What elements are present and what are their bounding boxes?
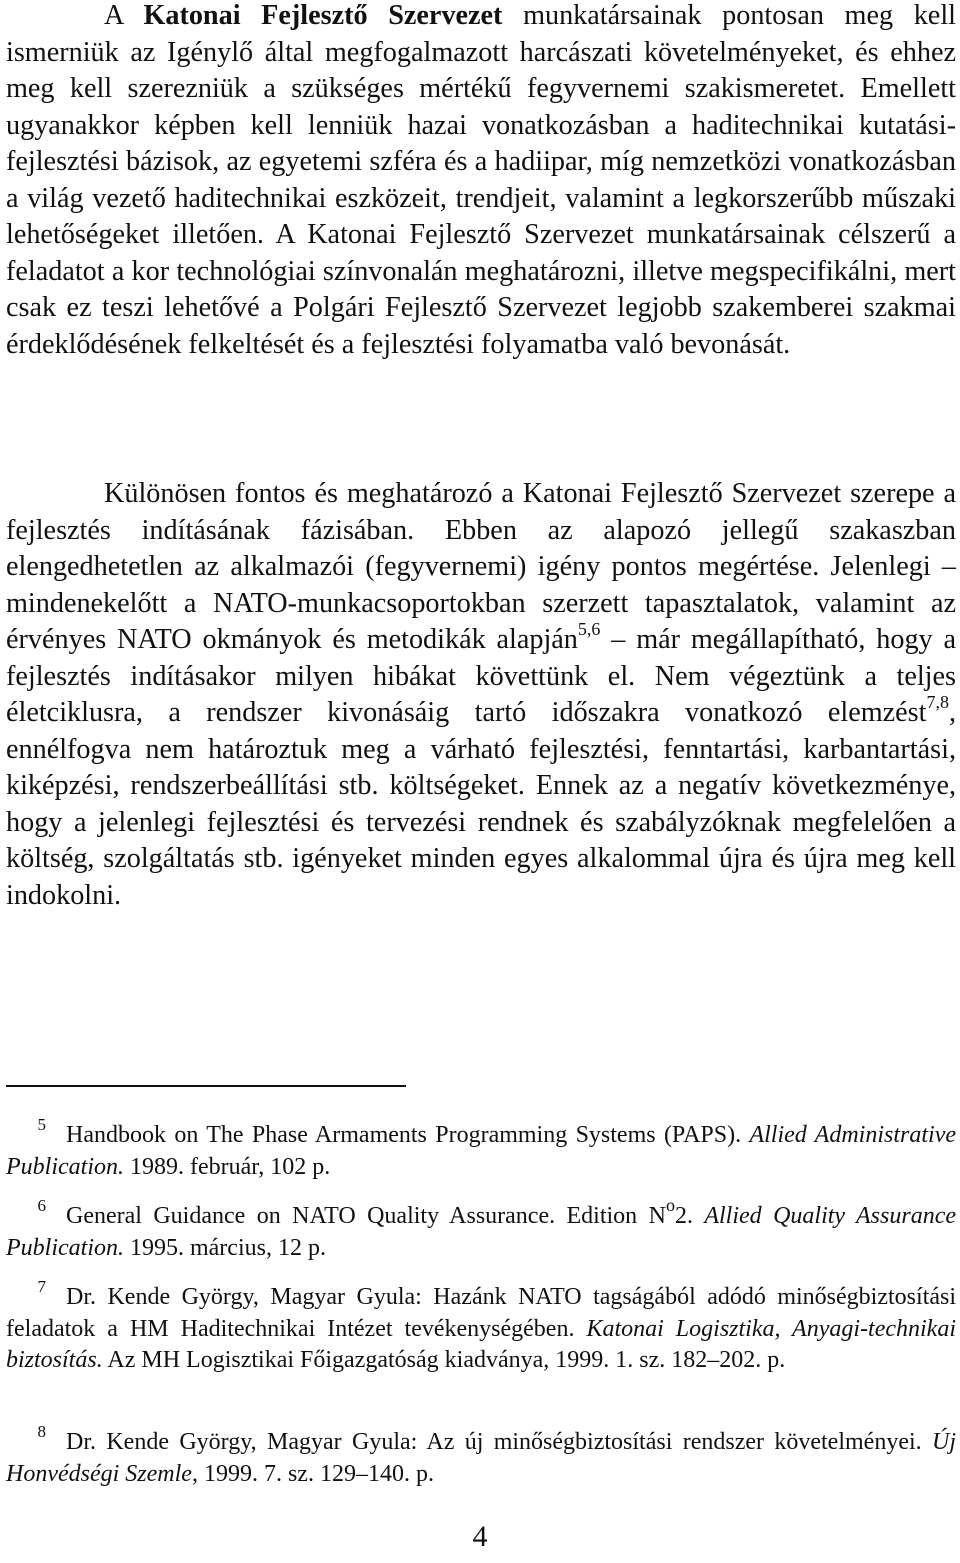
paragraph-1 — [6, 0, 956, 363]
footnote-text-2: 2. — [674, 1203, 705, 1229]
paragraph-2 — [6, 476, 956, 915]
footnote-italic: Új Honvédségi Szemle — [6, 1429, 956, 1487]
footnote-tail: 1989. február, 102 p. — [123, 1153, 331, 1180]
footnote-6 — [6, 1195, 957, 1264]
p2-text-c: , ennélfogva nem határoztuk meg a várható fejlesztési, fenntartási, karbantartási, kiképzési, rendszerbeállítási stb. költségeket. Ennek az a negatív következménye, hogy a jelenlegi fejlesztési és tervezési rendnek és szabályzóknak megfelelően a költség, szolgáltatás stb. igényeket minden egyes alkalommal újra és újra meg kell indokolni. — [6, 697, 956, 912]
footnote-italic: Allied Quality Assurance Publication. — [6, 1203, 957, 1261]
footnote-number: 5 — [37, 1115, 46, 1134]
p1-text: munkatársainak pontosan meg kell ismerniük az Igénylő által megfogalmazott harcászati követelményeket, és ehhez meg kell szerezniük a szükséges mértékű fegyvernemi szakismeretet. Emellett ugyanakkor képben kell lenniük hazai vonatkozásban a haditechnikai kutatási-fejlesztési bázisok, az egyetemi szféra és a hadiipar, míg nemzetközi vonatkozásban a világ vezető haditechnikai eszközeit, trendjeit, valamint a legkorszerűbb műszaki lehetőségeket illetően. A Katonai Fejlesztő Szervezet munkatársainak célszerű a feladatot a kor technológiai színvonalán meghatározni, illetve megspecifikálni, mert csak ez teszi lehetővé a Polgári Fejlesztő Szervezet legjobb szakemberei szakmai érdeklődésének felkeltését és a fejlesztési folyamatba való bevonását. — [6, 0, 956, 360]
p1-bold-term: Katonai Fejlesztő Szervezet — [143, 0, 503, 31]
footnote-text: Handbook on The Phase Armaments Programming Systems (PAPS). — [66, 1122, 750, 1148]
footnote-5 — [6, 1115, 956, 1183]
footnote-italic: Katonai Logisztika, Anyagi-technikai biztosítás. — [6, 1315, 956, 1373]
p1-lead: A — [104, 0, 144, 31]
footnote-ref-5-6[interactable]: 5,6 — [577, 618, 601, 639]
footnote-italic: Allied Administrative Publication. — [6, 1122, 956, 1180]
footnote-8 — [6, 1422, 956, 1490]
footnote-sup: o — [665, 1195, 675, 1215]
footnote-text: Dr. Kende György, Magyar Gyula: Az új minőségbiztosítási rendszer követelményei. — [66, 1429, 932, 1455]
p2-text-a: Különösen fontos és meghatározó a Katonai Fejlesztő Szervezet szerepe a fejlesztés indításának fázisában. Ebben az alapozó jellegű szakaszban elengedhetetlen az alkalmazói (fegyvernemi) igény pontos megértése. Jelenlegi – mindenekelőtt a NATO-munkacsoportokban szerzett tapasztalatok, valamint az érvényes NATO okmányok és metodikák alapján — [6, 478, 956, 656]
footnote-7 — [6, 1277, 956, 1377]
footnote-separator — [6, 1085, 406, 1087]
p2-text-b: – már megállapítható, hogy a fejlesztés indításakor milyen hibákat követtünk el. Nem végeztünk a teljes életciklusra, a rendszer kivonásáig tartó időszakra vonatkozó elemzést — [6, 624, 956, 729]
footnote-tail: , 1999. 7. sz. 129–140. p. — [191, 1460, 434, 1487]
footnote-tail: 1995. március, 12 p. — [123, 1234, 326, 1261]
page-number: 4 — [472, 1520, 488, 1553]
footnote-number: 7 — [37, 1277, 46, 1296]
footnote-number: 8 — [37, 1422, 46, 1441]
footnote-ref-7-8[interactable]: 7,8 — [926, 691, 949, 712]
footnote-number: 6 — [37, 1196, 46, 1215]
footnote-text: General Guidance on NATO Quality Assurance. Edition N — [66, 1203, 666, 1229]
footnote-text: Dr. Kende György, Magyar Gyula: Hazánk NATO tagságából adódó minőségbiztosítási feladatok a HM Haditechnikai Intézet tevékenységében. — [6, 1284, 956, 1342]
footnote-tail: Az MH Logisztikai Főigazgatóság kiadványa, 1999. 1. sz. 182–202. p. — [102, 1347, 786, 1373]
